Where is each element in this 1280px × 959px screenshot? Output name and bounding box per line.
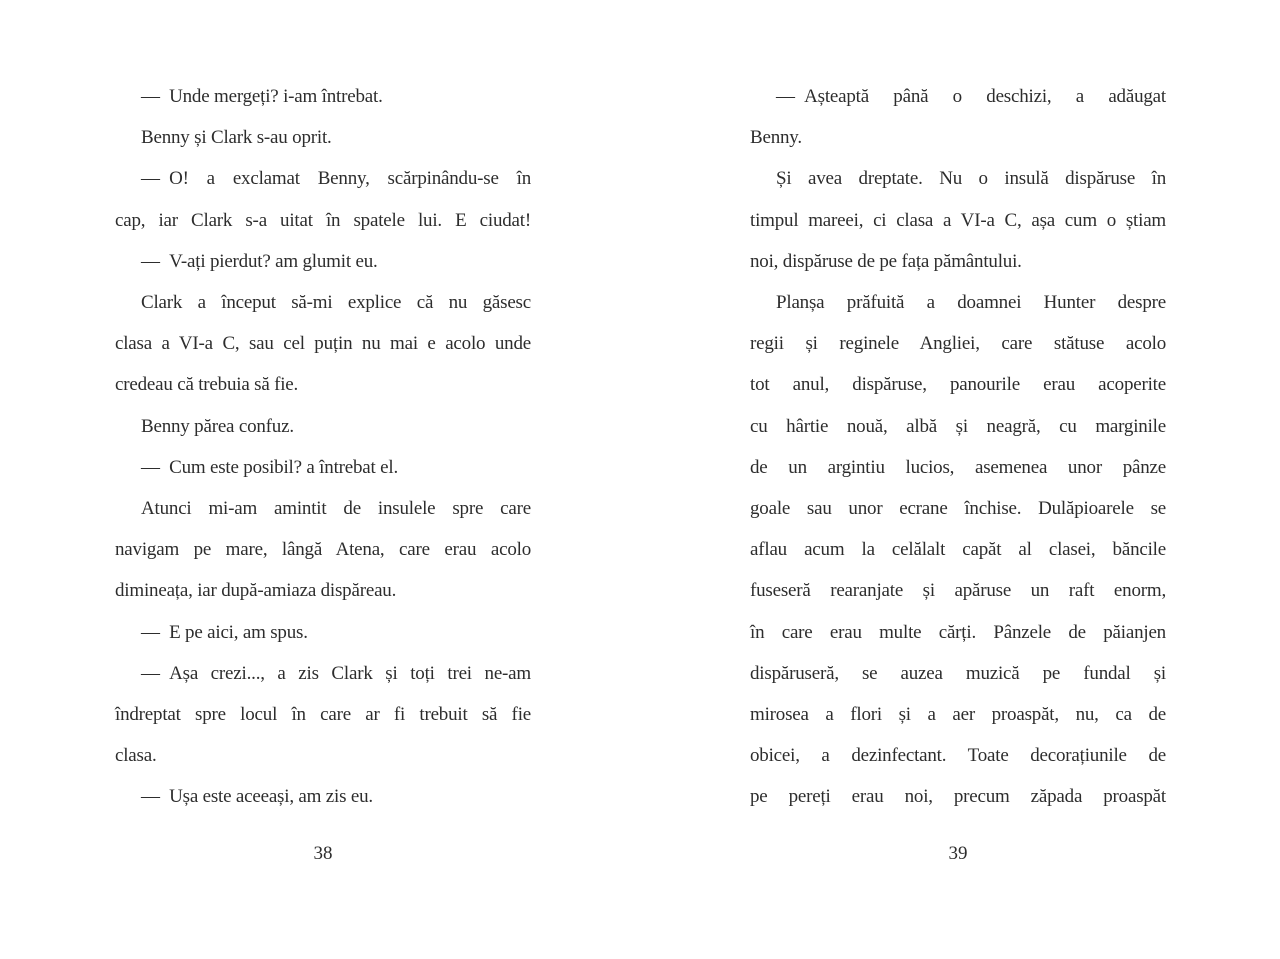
- text-line: fuseseră rearanjate și apăruse un raft enorm,: [750, 580, 1166, 602]
- text-line: pe pereți erau noi, precum zăpada proaspăt: [750, 786, 1166, 808]
- text-line: în care erau multe cărți. Pânzele de păianjen: [750, 621, 1166, 643]
- text-line: dispăruseră, se auzea muzică pe fundal și: [750, 662, 1166, 684]
- text-line: Benny.: [750, 127, 802, 149]
- text-line: — V-ați pierdut? am glumit eu.: [141, 250, 378, 272]
- text-line: — Unde mergeți? i-am întrebat.: [141, 86, 383, 107]
- text-line: dimineața, iar după-amiaza dispăreau.: [115, 580, 397, 602]
- text-line: navigam pe mare, lângă Atena, care erau acolo: [115, 539, 531, 561]
- text-line: — Așa crezi..., a zis Clark și toți trei ne-am: [141, 662, 531, 684]
- page-right: [750, 76, 1166, 865]
- text-line: aflau acum la celălalt capăt al clasei, băncile: [750, 539, 1166, 561]
- text-line: goale sau unor ecrane închise. Dulăpioarele se: [750, 498, 1166, 520]
- text-line: tot anul, dispăruse, panourile erau acoperite: [750, 374, 1166, 396]
- text-line: Benny și Clark s-au oprit.: [141, 127, 332, 149]
- text-line: — Ușa este aceeași, am zis eu.: [141, 786, 373, 808]
- page-number-left: 38: [313, 842, 333, 864]
- text-line: credeau că trebuia să fie.: [115, 374, 299, 396]
- text-line: clasa.: [115, 745, 157, 767]
- text-line: timpul mareei, ci clasa a VI-a C, așa cum o știam: [750, 209, 1166, 231]
- page-number-right: 39: [948, 842, 968, 864]
- text-line: — Așteaptă până o deschizi, a adăugat: [776, 86, 1166, 107]
- text-line: cap, iar Clark s-a uitat în spatele lui. E ciudat!: [115, 209, 531, 231]
- text-line: Atunci mi-am amintit de insulele spre care: [141, 498, 531, 520]
- text-line: — Cum este posibil? a întrebat el.: [141, 456, 399, 478]
- page-left: [115, 76, 531, 865]
- text-line: obicei, a dezinfectant. Toate decorațiunile de: [750, 745, 1166, 767]
- text-line: cu hârtie nouă, albă și neagră, cu marginile: [750, 415, 1166, 437]
- text-line: Și avea dreptate. Nu o insulă dispăruse în: [776, 168, 1166, 190]
- text-line: Clark a început să-mi explice că nu găsesc: [141, 292, 531, 314]
- text-line: regii și reginele Angliei, care stătuse acolo: [750, 333, 1166, 355]
- text-line: — E pe aici, am spus.: [141, 621, 308, 643]
- text-line: clasa a VI-a C, sau cel puțin nu mai e acolo unde: [115, 333, 531, 355]
- text-line: Benny părea confuz.: [141, 415, 294, 437]
- text-line: mirosea a flori și a aer proaspăt, nu, ca de: [750, 704, 1166, 726]
- page-left-text-column: [115, 76, 531, 818]
- page-right-text-column: [750, 76, 1166, 818]
- text-line: de un argintiu lucios, asemenea unor pânze: [750, 456, 1166, 478]
- text-line: — O! a exclamat Benny, scărpinându-se în: [141, 168, 531, 190]
- text-line: Planșa prăfuită a doamnei Hunter despre: [776, 292, 1166, 314]
- text-line: noi, dispăruse de pe fața pământului.: [750, 250, 1022, 272]
- text-line: îndreptat spre locul în care ar fi trebuit să fie: [115, 704, 531, 726]
